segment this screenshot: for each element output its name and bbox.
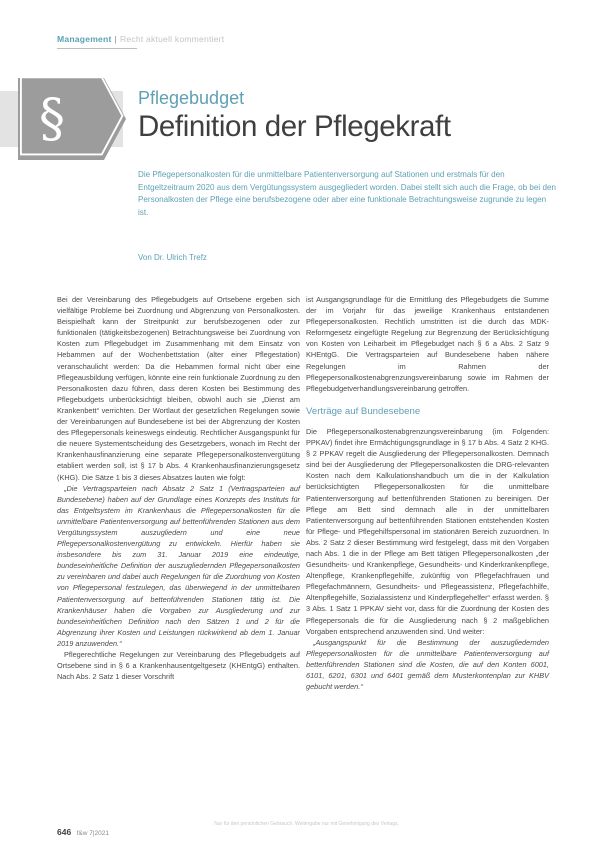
body-quote: „Ausgangspunkt für die Bestimmung der auszugliedernden Pflegepersonalkosten für die unmittelbare Patientenversorgung auf bettenführenden Stationen sind die Kosten, die auf den Konten 6001, 6101, 6201, 6301 und 6401 gemäß dem Musterkontenplan zur KHBV gebucht werden.“: [306, 637, 549, 692]
body-column-right: [306, 294, 549, 692]
body-column-left: [57, 294, 300, 682]
page-footer: [57, 827, 109, 837]
footer-note: Nur für den persönlichen Gebrauch. Weitergabe nur mit Genehmigung des Verlags.: [214, 821, 399, 827]
article-lead: Die Pflegepersonalkosten für die unmittelbare Patientenversorgung auf Stationen und erstmals für den Entgeltzeitraum 2020 aus dem Vergütungssystem ausgegliedert worden. Dabei stellt sich auch die Frage, ob bei den Personalkosten der Pflege eine berufsbezogene oder aber eine funktionale Betrachtungsweise zugrunde zu legen ist.: [138, 170, 556, 217]
article-title: Definition der Pflegekraft: [138, 110, 451, 143]
article-author: Von Dr. Ulrich Trefz: [138, 253, 207, 262]
section-heading: Verträge auf Bundesebene: [306, 405, 421, 417]
journal-name: f&w 7|2021: [76, 830, 109, 837]
page-number: 646: [57, 827, 72, 837]
breadcrumb-section: Management: [57, 34, 112, 44]
body-paragraph: ist Ausgangsgrundlage für die Ermittlung des Pflegebudgets die Summe der im Vorjahr für das jeweilige Krankenhaus entstandenen Pflegepersonalkosten. Rechtlich umstritten ist die durch das MDK-Reformgesetz eingefügte Regelung zur Begrenzung der Berücksichtigung von Kosten von Leiharbeit im Pflegebudget nach § 6 a Abs. 2 Satz 9 KHEntgG. Die Vertragsparteien auf Bundesebene haben nähere Regelungen im Rahmen der Pflegepersonalkostenabgrenzungsvereinbarung sowie im Rahmen der Pflegebudgetverhandlungsvereinbarung getroffen.: [306, 295, 549, 393]
body-quote: „Die Vertragsparteien nach Absatz 2 Satz 1 (Vertragsparteien auf Bundesebene) haben auf der Grundlage eines Konzepts des Instituts für das Entgeltsystem im Krankenhaus die Pflegepersonalkosten für die unmittelbare Patientenversorgung auf bettenführenden Stationen aus dem Vergütungssystem auszugliedern und eine neue Pflegepersonalkostenvergütung zu entwickeln. Hierfür haben sie insbesondere bis zum 31. Januar 2019 eine eindeutige, bundeseinheitliche Definition der auszugliedernden Pflegepersonalkosten zu vereinbaren und dabei auch Regelungen für die Zuordnung von Kosten von Pflegepersonal festzulegen, das überwiegend in der unmittelbaren Patientenversorgung auf bettenführenden Stationen tätig ist. Die Krankenhäuser haben die Vorgaben zur Ausgliederung und zur bundeseinheitlichen Definition nach den Sätzen 1 und 2 für die Abgrenzung ihrer Kosten und Leistungen rückwirkend ab dem 1. Januar 2019 anzuwenden.“: [57, 483, 300, 648]
body-paragraph: Die Pflegepersonalkostenabgrenzungsvereinbarung (im Folgenden: PPKAV) findet ihre Ermächtigungsgrundlage in § 17 b Abs. 4 Satz 2 KHG. § 2 PPKAV regelt die Ausgliederung der Pflegepersonalkosten. Demnach sind bei der Ausgliederung der Pflegepersonalkosten die DRG-relevanten Kosten nach dem Kalkulationshandbuch um die in der Kalkulation berücksichtigten Pflegepersonalkosten für die unmittelbare Patientenversorgung auf bettenführenden Stationen zu bereinigen. Der Pflege am Bett sind demnach alle in der unmittelbaren Patientenversorgung auf bettenführenden Stationen entstehenden Kosten für Pflege- und Pflegehilfspersonal im stationären Bereich zuzuordnen. In Abs. 2 Satz 2 dieser Bestimmung wird festgelegt, dass mit den Vorgaben nach Abs. 1 die in der Pflege am Bett tätigen Pflegepersonalkosten „der Gesundheits- und Krankenpflege, Gesundheits- und Kinderkrankenpflege, Altenpflege, Krankenpflegehilfe, zukünftig von Pflegefachfrauen und Pflegefachmännern, Gesundheits- und Pflegeassistenz, Pflegefachhilfe, Altenpflegehilfe, Sozialassistenz und Kinderpflegehelfer“ erfasst werden. § 3 Abs. 1 Satz 1 PPKAV sieht vor, dass für die Zuordnung der Kosten des Pflegepersonals die für die Ausgliederung nach § 2 maßgeblichen Vorgaben entsprechend anzuwenden sind. Und weiter:: [306, 426, 549, 636]
paragraph-symbol-icon: §: [39, 89, 65, 149]
article-kicker: Pflegebudget: [138, 88, 245, 108]
breadcrumb-separator: |: [114, 34, 117, 44]
breadcrumb-subsection: Recht aktuell kommentiert: [119, 34, 225, 44]
body-paragraph: Pflegerechtliche Regelungen zur Vereinbarung des Pflegebudgets auf Ortsebene sind in § 6 a Krankenhausentgeltgesetz (KHEntgG) enthalten. Nach Abs. 2 Satz 1 dieser Vorschrift: [57, 650, 300, 682]
body-paragraph: Bei der Vereinbarung des Pflegebudgets auf Ortsebene ergeben sich vielfältige Probleme bei Zuordnung und Abgrenzung von Personalkosten. Beispielhaft kann der Streitpunkt zur berufsbezogenen oder zur funktionalen (tätigkeitsbezogenen) Betrachtungsweise bei Zuordnung von Kosten zum Pflegebudget im Zusammenhang mit dem Einsatz von Hebammen auf der Wochenbettstation (alter einer Pflegestation) veranschaulicht werden: Da die Hebammen formal nicht über eine Pflegeausbildung verfügen, könnte eine rein funktionale Zuordnung zu den Personalkosten dazu führen, dass deren Kosten bei Bestimmung des Pflegebudgets unberücksichtigt bleiben, obwohl auch sie „Dienst am Krankenbett“ verrichten. Der Wortlaut der gesetzlichen Regelungen sowie der Vereinbarungen auf Bundesebene ist bei der Abgrenzung der Kosten des Pflegepersonals keineswegs eindeutig. Rechtlicher Ausgangspunkt für die neuere Systementscheidung des Gesetzgebers, wonach im Recht der Krankenhausfinanzierung eine separate Pflegepersonalkostenvergütung etabliert werden soll, ist § 17 b Abs. 4 Krankenhausfinanzierungsgesetz (KHG). Die Sätze 1 bis 3 dieses Absatzes lauten wie folgt:: [57, 295, 300, 482]
